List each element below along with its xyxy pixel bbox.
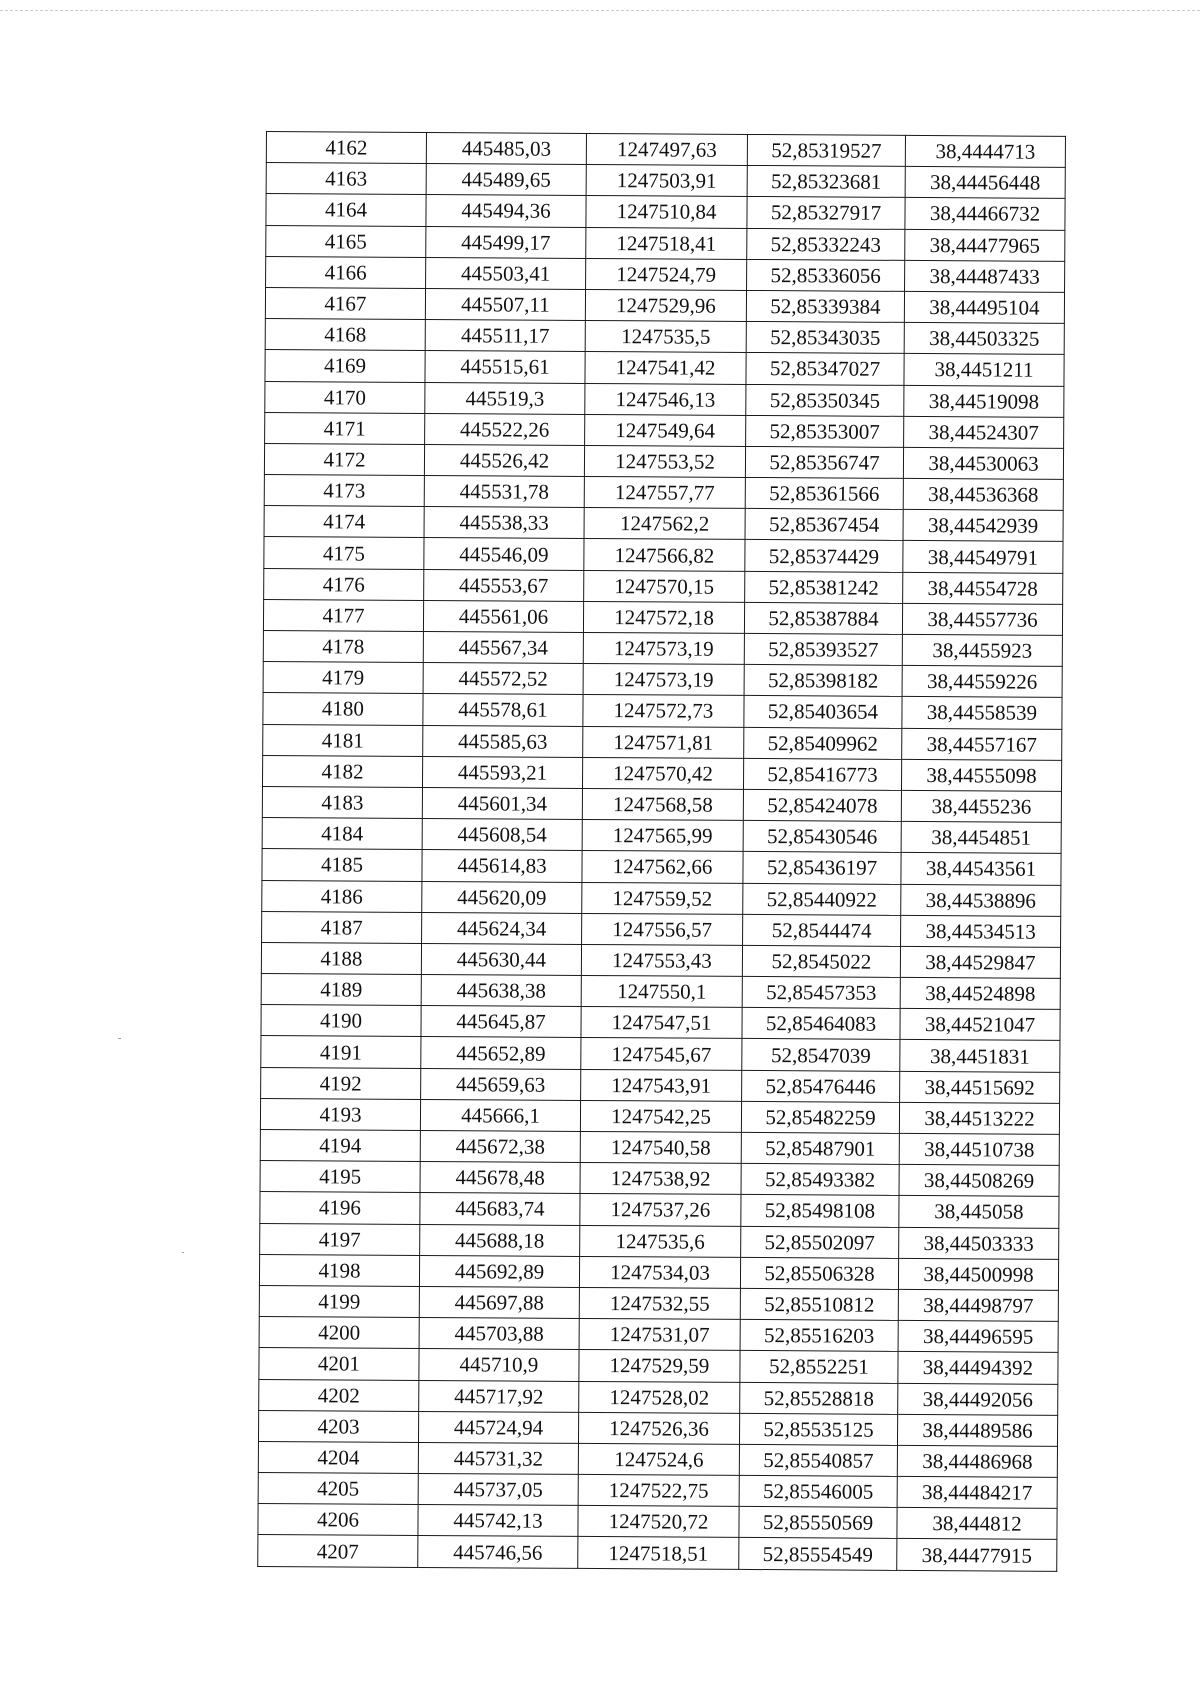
table-row [263, 693, 1062, 729]
table-cell: 4162 [266, 132, 426, 164]
table-cell: 1247510,84 [586, 196, 747, 228]
table-cell: 52,85430546 [743, 821, 901, 853]
table-cell: 1247524,79 [586, 258, 747, 290]
table-cell: 1247546,13 [585, 383, 746, 415]
table-row [262, 818, 1061, 854]
table-row [264, 568, 1063, 604]
table-cell: 52,85498108 [741, 1195, 899, 1227]
table-cell: 445692,89 [419, 1255, 579, 1287]
table-cell: 445672,38 [420, 1130, 580, 1162]
table-cell: 38,44534513 [901, 915, 1061, 947]
table-cell: 445526,42 [424, 444, 584, 476]
table-cell: 1247541,42 [585, 352, 746, 384]
table-row [261, 1005, 1060, 1041]
table-cell: 1247562,2 [584, 508, 745, 540]
table-cell: 52,85510812 [740, 1288, 898, 1320]
table-row [265, 350, 1064, 386]
table-cell: 52,85403654 [744, 696, 902, 728]
table-cell: 1247540,58 [580, 1131, 741, 1163]
table-row [263, 630, 1062, 666]
table-cell: 4202 [259, 1379, 419, 1411]
table-cell: 38,44554728 [903, 572, 1063, 604]
table-cell: 52,85347027 [746, 353, 904, 385]
table-cell: 38,44486968 [897, 1445, 1057, 1477]
table-cell: 1247553,43 [581, 944, 742, 976]
table-cell: 38,4451211 [904, 354, 1064, 386]
table-cell: 1247528,02 [579, 1381, 740, 1413]
table-cell: 4204 [258, 1441, 418, 1473]
table-cell: 1247545,67 [581, 1038, 742, 1070]
table-row [266, 163, 1065, 199]
table-cell: 38,44558539 [902, 697, 1062, 729]
table-cell: 1247535,5 [585, 321, 746, 353]
table-row [260, 1223, 1059, 1259]
table-cell: 445683,74 [420, 1193, 580, 1225]
table-cell: 1247573,19 [583, 664, 744, 696]
table-row [263, 662, 1062, 698]
table-cell: 4175 [264, 537, 424, 569]
table-cell: 445519,3 [425, 382, 585, 414]
table-cell: 38,44515692 [900, 1071, 1060, 1103]
table-cell: 52,85398182 [744, 665, 902, 697]
table-cell: 38,4455923 [902, 634, 1062, 666]
table-cell: 445652,89 [421, 1037, 581, 1069]
table-cell: 1247573,19 [583, 632, 744, 664]
table-cell: 52,85327917 [747, 197, 905, 229]
scan-edge-line [0, 10, 1200, 11]
table-cell: 4197 [260, 1223, 420, 1255]
table-cell: 38,44494392 [898, 1352, 1058, 1384]
table-cell: 1247503,91 [586, 165, 747, 197]
table-cell: 38,44529847 [900, 946, 1060, 978]
scan-speck [118, 1038, 121, 1039]
table-row [264, 475, 1063, 511]
table-cell: 445697,88 [419, 1286, 579, 1318]
coordinates-table-body [258, 132, 1066, 1571]
table-cell: 52,8545022 [742, 945, 900, 977]
table-cell: 52,85540857 [739, 1444, 897, 1476]
table-cell: 1247570,15 [584, 570, 745, 602]
table-row [259, 1317, 1058, 1353]
table-cell: 4191 [261, 1036, 421, 1068]
table-row [262, 911, 1061, 947]
table-cell: 445511,17 [425, 320, 585, 352]
table-cell: 445561,06 [423, 600, 583, 632]
table-row [258, 1504, 1057, 1540]
table-cell: 445638,38 [421, 975, 581, 1007]
table-cell: 4200 [259, 1317, 419, 1349]
table-cell: 38,44492056 [898, 1383, 1058, 1415]
table-cell: 52,85464083 [742, 1008, 900, 1040]
table-cell: 1247520,72 [578, 1506, 739, 1538]
table-row [261, 974, 1060, 1010]
table-cell: 4180 [263, 693, 423, 725]
table-cell: 1247570,42 [582, 757, 743, 789]
table-cell: 1247537,26 [580, 1194, 741, 1226]
table-cell: 1247542,25 [580, 1100, 741, 1132]
table-cell: 445489,65 [426, 164, 586, 196]
table-cell: 1247531,07 [579, 1319, 740, 1351]
table-cell: 52,85546005 [739, 1475, 897, 1507]
table-cell: 52,85516203 [740, 1320, 898, 1352]
table-cell: 445522,26 [425, 413, 585, 445]
table-cell: 445620,09 [422, 881, 582, 913]
table-cell: 4165 [266, 225, 426, 257]
table-cell: 445678,48 [420, 1162, 580, 1194]
table-row [262, 880, 1061, 916]
table-cell: 1247547,51 [581, 1007, 742, 1039]
table-cell: 52,85482259 [741, 1101, 899, 1133]
table-cell: 38,44503325 [904, 323, 1064, 355]
table-cell: 445614,83 [422, 850, 582, 882]
table-cell: 445703,88 [419, 1318, 579, 1350]
table-cell: 1247571,81 [583, 726, 744, 758]
table-cell: 52,85440922 [743, 883, 901, 915]
table-row [260, 1098, 1059, 1134]
table-cell: 52,85387884 [744, 602, 902, 634]
table-cell: 1247550,1 [581, 976, 742, 1008]
table-cell: 38,44484217 [897, 1476, 1057, 1508]
table-cell: 52,8547039 [742, 1039, 900, 1071]
table-cell: 52,85361566 [745, 477, 903, 509]
table-cell: 4174 [264, 506, 424, 538]
table-cell: 38,44524898 [900, 977, 1060, 1009]
table-cell: 38,44487433 [905, 260, 1065, 292]
table-cell: 1247572,18 [583, 601, 744, 633]
table-cell: 38,44477915 [897, 1539, 1057, 1571]
table-row [260, 1161, 1059, 1197]
table-cell: 1247566,82 [584, 539, 745, 571]
table-cell: 1247535,6 [580, 1225, 741, 1257]
table-cell: 52,85487901 [741, 1132, 899, 1164]
coordinates-table [257, 131, 1066, 1571]
table-cell: 38,44538896 [901, 884, 1061, 916]
table-cell: 4164 [266, 194, 426, 226]
table-cell: 52,85502097 [741, 1226, 899, 1258]
table-cell: 1247538,92 [580, 1163, 741, 1195]
table-cell: 38,44466732 [905, 198, 1065, 230]
table-cell: 38,4444713 [905, 135, 1065, 167]
table-cell: 1247524,6 [578, 1443, 739, 1475]
table-cell: 445553,67 [424, 569, 584, 601]
table-cell: 4172 [264, 443, 424, 475]
table-cell: 1247518,41 [586, 227, 747, 259]
table-cell: 445546,09 [424, 538, 584, 570]
table-row [262, 786, 1061, 822]
table-cell: 38,44543561 [901, 853, 1061, 885]
table-cell: 52,8552251 [740, 1351, 898, 1383]
table-cell: 4184 [262, 818, 422, 850]
table-cell: 52,85339384 [746, 290, 904, 322]
table-cell: 38,44508269 [899, 1165, 1059, 1197]
table-row [262, 755, 1061, 791]
table-cell: 52,85424078 [743, 789, 901, 821]
table-cell: 52,85353007 [746, 415, 904, 447]
table-row [264, 443, 1063, 479]
table-cell: 445494,36 [426, 195, 586, 227]
table-cell: 38,44555098 [901, 759, 1061, 791]
table-cell: 1247529,96 [585, 289, 746, 321]
table-cell: 445585,63 [423, 725, 583, 757]
table-cell: 38,44536368 [903, 478, 1063, 510]
table-cell: 1247529,59 [579, 1350, 740, 1382]
table-cell: 1247572,73 [583, 695, 744, 727]
table-cell: 4185 [262, 849, 422, 881]
table-cell: 4183 [262, 786, 422, 818]
table-cell: 4201 [259, 1348, 419, 1380]
table-cell: 52,85336056 [747, 259, 905, 291]
table-cell: 38,44524307 [904, 416, 1064, 448]
table-cell: 445608,54 [422, 819, 582, 851]
table-cell: 38,4451831 [900, 1040, 1060, 1072]
table-cell: 4192 [261, 1067, 421, 1099]
table-cell: 445507,11 [425, 288, 585, 320]
table-cell: 445645,87 [421, 1006, 581, 1038]
table-cell: 52,85506328 [740, 1257, 898, 1289]
table-cell: 52,85356747 [745, 446, 903, 478]
table-cell: 38,44500998 [898, 1258, 1058, 1290]
table-cell: 52,85381242 [745, 571, 903, 603]
table-cell: 4188 [261, 942, 421, 974]
table-cell: 38,44510738 [899, 1133, 1059, 1165]
table-cell: 4167 [265, 287, 425, 319]
table-cell: 52,85535125 [739, 1413, 897, 1445]
table-cell: 4195 [260, 1161, 420, 1193]
table-cell: 38,44495104 [904, 291, 1064, 323]
table-cell: 52,85343035 [746, 322, 904, 354]
table-row [258, 1535, 1057, 1571]
table-cell: 38,44489586 [897, 1414, 1057, 1446]
table-cell: 38,44498797 [898, 1289, 1058, 1321]
table-cell: 38,44559226 [902, 666, 1062, 698]
table-row [261, 1067, 1060, 1103]
table-cell: 4196 [260, 1192, 420, 1224]
table-cell: 4179 [263, 662, 423, 694]
table-cell: 445531,78 [424, 476, 584, 508]
table-cell: 1247549,64 [585, 414, 746, 446]
table-cell: 4198 [259, 1254, 419, 1286]
table-cell: 445742,13 [418, 1505, 578, 1537]
table-cell: 38,44557736 [902, 603, 1062, 635]
table-cell: 1247559,52 [582, 882, 743, 914]
table-cell: 445593,21 [422, 756, 582, 788]
table-row [259, 1379, 1058, 1415]
table-cell: 445601,34 [422, 787, 582, 819]
table-row [258, 1441, 1057, 1477]
table-cell: 4193 [260, 1098, 420, 1130]
table-cell: 445737,05 [418, 1474, 578, 1506]
table-row [266, 132, 1065, 168]
table-row [261, 1036, 1060, 1072]
table-cell: 445499,17 [426, 226, 586, 258]
table-cell: 52,85528818 [740, 1382, 898, 1414]
table-cell: 1247526,36 [578, 1412, 739, 1444]
table-cell: 38,44496595 [898, 1321, 1058, 1353]
table-cell: 4190 [261, 1005, 421, 1037]
table-cell: 52,85350345 [746, 384, 904, 416]
table-row [260, 1129, 1059, 1165]
table-cell: 445746,56 [418, 1536, 578, 1568]
table-cell: 38,4455236 [901, 790, 1061, 822]
table-row [266, 256, 1065, 292]
table-cell: 4176 [264, 568, 424, 600]
table-cell: 1247518,51 [578, 1537, 739, 1569]
table-cell: 38,44542939 [903, 510, 1063, 542]
table-row [265, 319, 1064, 355]
table-row [259, 1254, 1058, 1290]
table-cell: 52,85367454 [745, 509, 903, 541]
table-row [259, 1285, 1058, 1321]
table-cell: 4194 [260, 1129, 420, 1161]
table-cell: 445666,1 [420, 1099, 580, 1131]
scan-speck [182, 1252, 184, 1253]
table-cell: 1247562,66 [582, 851, 743, 883]
table-cell: 445710,9 [419, 1349, 579, 1381]
table-cell: 38,44456448 [905, 167, 1065, 199]
table-cell: 4207 [258, 1535, 418, 1567]
table-cell: 445578,61 [423, 694, 583, 726]
table-cell: 38,44530063 [903, 447, 1063, 479]
table-cell: 4169 [265, 350, 425, 382]
table-cell: 38,44477965 [905, 229, 1065, 261]
table-cell: 445485,03 [426, 132, 586, 164]
table-cell: 445515,61 [425, 351, 585, 383]
table-cell: 1247534,03 [579, 1256, 740, 1288]
table-row [266, 225, 1065, 261]
table-cell: 38,4454851 [901, 822, 1061, 854]
table-cell: 445731,32 [418, 1442, 578, 1474]
table-cell: 4166 [266, 256, 426, 288]
table-cell: 445717,92 [419, 1380, 579, 1412]
table-cell: 4171 [265, 412, 425, 444]
table-cell: 52,8544474 [743, 914, 901, 946]
table-cell: 4173 [264, 475, 424, 507]
table-row [264, 537, 1063, 573]
table-cell: 4186 [262, 880, 422, 912]
table-row [265, 412, 1064, 448]
table-cell: 445624,34 [422, 912, 582, 944]
table-cell: 445503,41 [426, 257, 586, 289]
table-cell: 52,85493382 [741, 1164, 899, 1196]
table-row [261, 942, 1060, 978]
table-cell: 38,444812 [897, 1508, 1057, 1540]
table-cell: 52,85550569 [739, 1507, 897, 1539]
table-cell: 52,85409962 [744, 727, 902, 759]
table-cell: 4178 [263, 630, 423, 662]
table-cell: 4163 [266, 163, 426, 195]
table-row [265, 381, 1064, 417]
table-cell: 445567,34 [423, 631, 583, 663]
table-cell: 445688,18 [420, 1224, 580, 1256]
table-row [265, 287, 1064, 323]
table-cell: 445659,63 [421, 1068, 581, 1100]
table-cell: 38,44521047 [900, 1009, 1060, 1041]
table-cell: 445538,33 [424, 507, 584, 539]
table-cell: 4182 [262, 755, 422, 787]
table-cell: 1247568,58 [582, 788, 743, 820]
table-cell: 38,44503333 [899, 1227, 1059, 1259]
table-cell: 445630,44 [421, 943, 581, 975]
table-cell: 52,85393527 [744, 633, 902, 665]
table-cell: 4187 [262, 911, 422, 943]
table-cell: 38,44519098 [904, 385, 1064, 417]
table-row [266, 194, 1065, 230]
table-row [263, 599, 1062, 635]
table-cell: 38,445058 [899, 1196, 1059, 1228]
table-row [263, 724, 1062, 760]
table-row [258, 1473, 1057, 1509]
table-cell: 1247497,63 [586, 133, 747, 165]
table-cell: 52,85436197 [743, 852, 901, 884]
table-cell: 4206 [258, 1504, 418, 1536]
table-cell: 52,85457353 [742, 976, 900, 1008]
table-cell: 4170 [265, 381, 425, 413]
table-cell: 1247522,75 [578, 1474, 739, 1506]
table-cell: 52,85416773 [743, 758, 901, 790]
table-cell: 1247565,99 [582, 820, 743, 852]
table-row [259, 1348, 1058, 1384]
table-cell: 4205 [258, 1473, 418, 1505]
table-row [258, 1410, 1057, 1446]
table-cell: 1247557,77 [584, 477, 745, 509]
table-row [260, 1192, 1059, 1228]
table-row [262, 849, 1061, 885]
table-cell: 4177 [263, 599, 423, 631]
table-cell: 4168 [265, 319, 425, 351]
table-cell: 4181 [263, 724, 423, 756]
table-cell: 52,85323681 [747, 166, 905, 198]
table-cell: 4203 [258, 1410, 418, 1442]
table-cell: 1247532,55 [579, 1287, 740, 1319]
table-row [264, 506, 1063, 542]
table-cell: 52,85332243 [747, 228, 905, 260]
table-cell: 52,85374429 [745, 540, 903, 572]
table-cell: 38,44557167 [902, 728, 1062, 760]
table-cell: 38,44513222 [899, 1102, 1059, 1134]
table-cell: 38,44549791 [903, 541, 1063, 573]
table-cell: 445572,52 [423, 663, 583, 695]
table-cell: 445724,94 [418, 1411, 578, 1443]
table-cell: 1247553,52 [584, 445, 745, 477]
table-cell: 52,85319527 [747, 134, 905, 166]
table-cell: 4189 [261, 974, 421, 1006]
table-cell: 52,85554549 [739, 1538, 897, 1570]
table-cell: 1247556,57 [582, 913, 743, 945]
table-cell: 1247543,91 [581, 1069, 742, 1101]
table-cell: 52,85476446 [742, 1070, 900, 1102]
table-cell: 4199 [259, 1285, 419, 1317]
